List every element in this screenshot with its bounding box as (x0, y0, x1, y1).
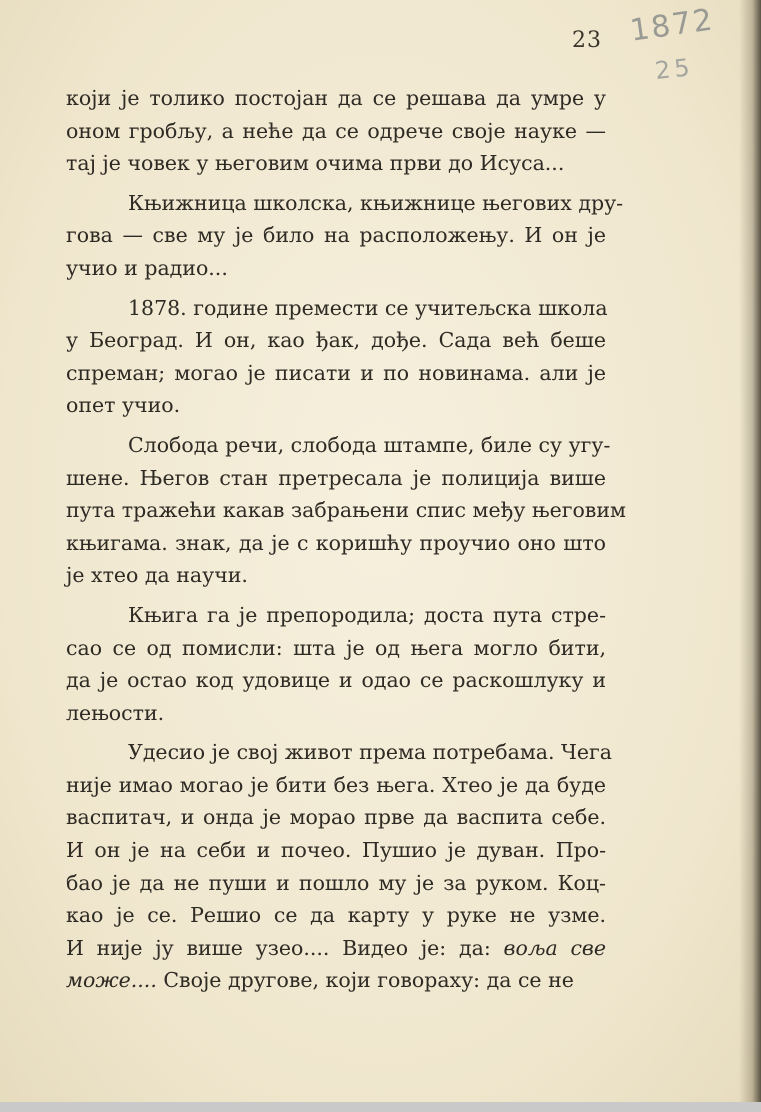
text-line: Књижница школска, књижнице његових дру- (128, 190, 624, 215)
scan-bottom-edge (0, 1102, 761, 1112)
text-line: Слобода речи, слобода штампе, биле су угу- (128, 432, 611, 457)
text-segment: И није ју више узео.... Видео је: да: (66, 935, 491, 960)
text-line: лењости. (66, 700, 165, 725)
text-line: 1878. године премести се учитељска школа (128, 295, 608, 320)
text-line: као је се. Решио се да карту у руке не узме. (66, 903, 606, 928)
pencil-annotation-secondary: 25 (653, 53, 695, 85)
body-text (66, 82, 626, 997)
text-line: васпитач, и онда је морао прве да васпита себе. (66, 805, 606, 830)
text-line: шене. Његов стан претресала је полиција више (66, 465, 606, 490)
text-line (66, 964, 606, 997)
text-line: Књига га је препородила; доста пута стре- (128, 602, 606, 627)
page-edge-shadow (739, 0, 761, 1112)
italic-phrase: вољa све (503, 935, 606, 960)
pencil-annotation: 1872 (627, 2, 717, 49)
text-line: књигама. знак, да је с коришћу проучио оно што (66, 530, 606, 555)
text-segment: Своје другове, који говораху: да се не (163, 968, 574, 993)
text-line: у Београд. И он, као ђак, дође. Сада већ беше (66, 328, 606, 353)
text-line: бао је да не пуши и пошло му је за руком. Коц- (66, 870, 606, 895)
text-line: гова — све му је било на расположењу. И он је (66, 223, 606, 248)
text-line: који је толико постојан да се решава да умре у (66, 86, 606, 110)
page-number: 23 (572, 28, 602, 53)
italic-phrase: може.... (66, 968, 157, 993)
text-line: учио и радио... (66, 255, 228, 280)
text-line: И он је на себи и почео. Пушио је дуван. Про- (66, 838, 606, 863)
text-line: спреман; могао је писати и по новинама. али је (66, 360, 606, 385)
text-line: је хтео да научи. (66, 563, 248, 588)
text-line: није имао могао је бити без њега. Хтео је да буде (66, 772, 606, 797)
text-line: оном гробљу, а неће да се одрече своје науке — (66, 118, 606, 143)
text-line: тај је човек у његовим очима први до Исуса... (66, 151, 565, 176)
text-line (66, 932, 606, 965)
text-line: Удесио је свој живот према потребама. Чега (128, 740, 612, 765)
text-line: да је остао код удовице и одао се раскошлуку и (66, 668, 606, 693)
text-line: пута тражећи какав забрањени спис међу његовим (66, 498, 626, 523)
text-line: сао се од помисли: шта је од њега могло бити, (66, 635, 606, 660)
text-line: опет учио. (66, 393, 181, 418)
